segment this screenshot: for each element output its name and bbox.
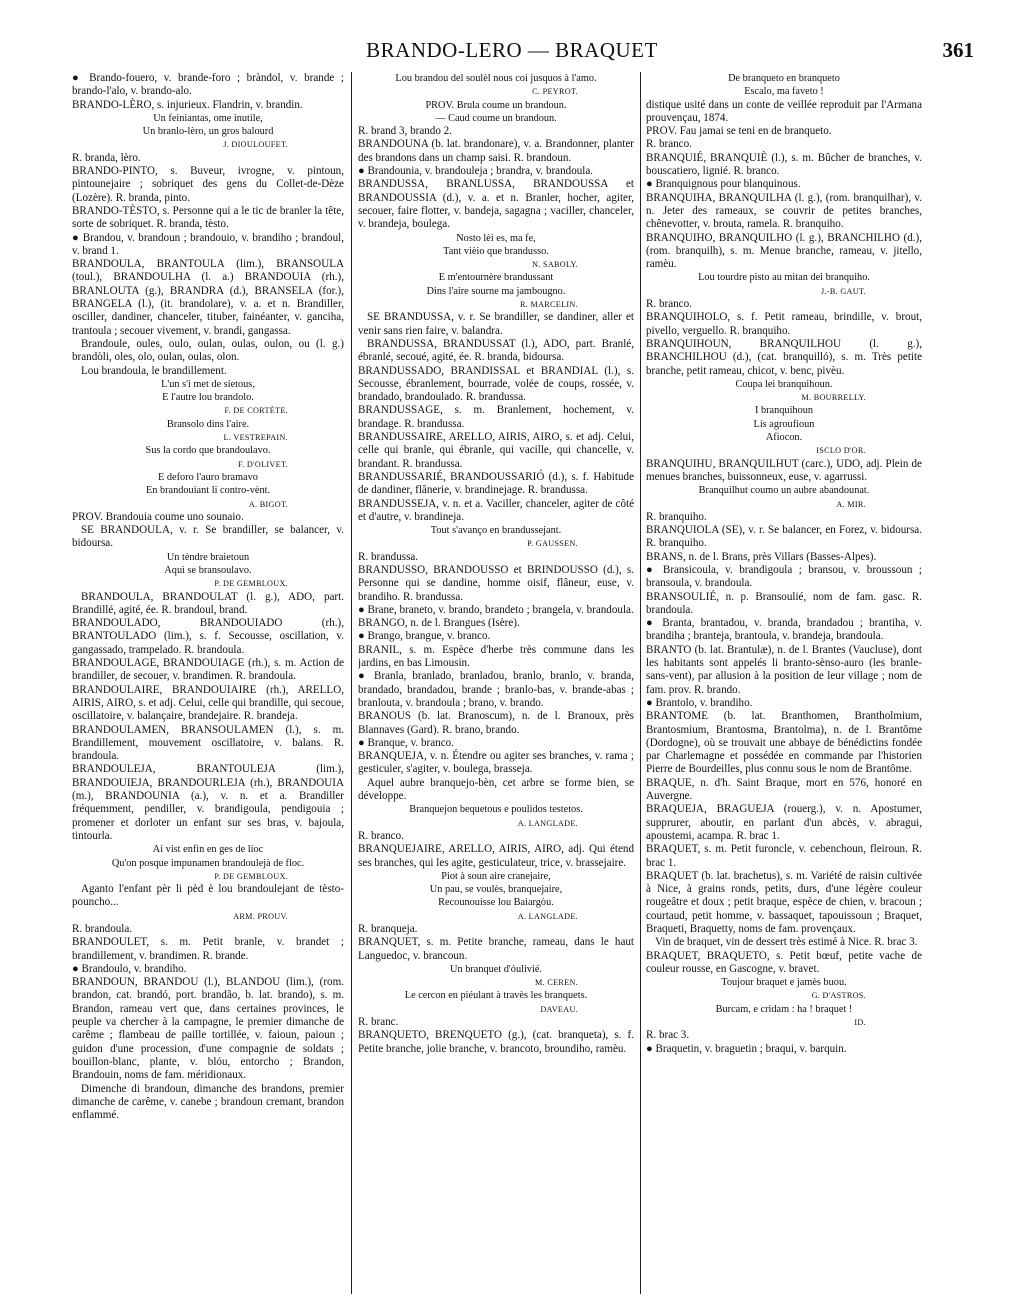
entry-paragraph: BRANDUSSO, BRANDOUSSO et BRINDOUSSO (d.), s. Personne qui se dandine, homme oisif, flâneur, euse, v. brandiho. R. brandussa. <box>358 563 634 603</box>
quotation-author: F. DE CORTÈTE. <box>224 406 288 416</box>
quotation-line: Un pau, se voulès, branquejaire, <box>429 884 563 896</box>
entry-paragraph: BRANDOULEJA, BRANTOULEJA (lim.), BRANDOUIEJA, BRANDOURLEJA (rh.), BRANDOUIA (m.), BRANDOUNIA (a.), v. n. et a. Brandiller fréquemment, pendiller, v. brandigoula, pendigouia ; promener et dorloter un enfant sur ses bras, v. bajoula, tintourla. <box>72 763 344 842</box>
quotation-line: Piot à soun aire cranejaire, <box>441 870 551 882</box>
quotation-author: J.-B. GAUT. <box>821 286 866 296</box>
entry-paragraph: R. branco. <box>646 298 692 311</box>
entry-paragraph: BRANQUETO, BRENQUETO (g.), (cat. branqueta), s. f. Petite branche, jolie branche, v. brancoto, broundiho, ramèu. <box>358 1029 634 1055</box>
quotation-line: Afiocon. <box>765 432 803 444</box>
entry-paragraph: BRAQUE, n. d'h. Saint Braque, mort en 576, honoré en Auvergne. <box>646 776 922 803</box>
entry-paragraph: distique usité dans un conte de veillée reproduit par l'Armana prouvençau, 1874. <box>646 98 922 124</box>
quotation-line: E deforo l'auro bramavo <box>158 471 258 483</box>
quotation-line: Tout s'avanço en brandussejant. <box>430 525 562 537</box>
indented-paragraph: SE BRANDUSSA, v. r. Se brandiller, se dandiner, aller et venir sans rien faire, v. balandra. <box>358 311 634 337</box>
quotation-author: A. LANGLADE. <box>517 911 578 921</box>
entry-paragraph: BRANSOULIÉ, n. p. Bransoulié, nom de fam. gasc. R. brandoula. <box>646 590 922 616</box>
entry-paragraph: BRANDUSSAGE, s. m. Branlement, hochement, v. brandage. R. brandussa. <box>358 404 634 430</box>
entry-paragraph: R. branquiho. <box>646 510 707 523</box>
quotation-author: A. MIR. <box>836 499 866 509</box>
running-head: BRANDO-LERO — BRAQUET <box>366 38 658 62</box>
entry-paragraph: ● Branque, v. branco. <box>358 736 454 749</box>
entry-paragraph: ● Brando-fouero, v. brande-foro ; bràndol, v. brande ; brando-l'alo, v. brando-alo. <box>72 72 344 98</box>
quotation-line: Aquì se bransoulavo. <box>164 564 252 576</box>
quotation-author: A. BIGOT. <box>248 499 288 509</box>
quotation-author: F. D'OLIVET. <box>238 459 288 469</box>
entry-paragraph: BRANQUEJA, v. n. Étendre ou agiter ses branches, v. rama ; gesticuler, s'agiter, v. boulega, brasseja. <box>358 750 634 776</box>
entry-paragraph: PROV. Fau jamai se teni en de branqueto. <box>646 125 832 138</box>
entry-paragraph: R. brandoula. <box>72 923 133 935</box>
entry-paragraph: BRANS, n. de l. Brans, près Villars (Basses-Alpes). <box>646 550 877 563</box>
quotation-author: ISCLO D'OR. <box>816 446 866 456</box>
entry-paragraph: BRANDOULET, s. m. Petit branle, v. brandet ; brandillement, v. brandimen. R. brande. <box>72 936 344 962</box>
entry-paragraph: BRAQUET, BRAQUETO, s. Petit bœuf, petite vache de couleur rousse, en Gascogne, v. bravet. <box>646 949 922 975</box>
entry-paragraph: R. branqueja. <box>358 923 418 935</box>
entry-paragraph: BRAQUET (b. lat. brachetus), s. m. Variété de raisin cultivée à Nice, à grains ronds, petits, durs, d'une légère couleur rougeâtre et doux ; petit braque, espèce de chien, v. bracoun ; courtaud, petit homme, v. bassaquet, tapouissoun ; Braquet, Braqueti, Braquetty, noms de fam. provençaux. <box>646 869 922 935</box>
quotation-line: — Caud coume un brandoun. <box>435 112 557 124</box>
indented-paragraph: BRANDUSSA, BRANDUSSAT (l.), ADO, part. Branlé, ébranlé, secoué, agité, ée. R. branda, bidoursa. <box>358 337 634 364</box>
entry-paragraph: BRANDO-LÈRO, s. injurieux. Flandrin, v. brandin. <box>72 98 303 111</box>
quotation-line: L'un s'i met de sietous, <box>161 378 255 390</box>
column-middle <box>358 72 634 1294</box>
entry-paragraph: BRANDOULAGE, BRANDOUIAGE (rh.), s. m. Action de brandiller, de secouer, v. brandimen. R. brandoula. <box>72 657 344 683</box>
entry-paragraph: BRANQUIHOLO, s. f. Petit rameau, brindille, v. brout, pivello, verguello. R. branquiho. <box>646 311 922 337</box>
quotation-line: Recounouisse lou Baiargòu. <box>438 897 554 909</box>
entry-paragraph: BRANDO-TÈSTO, s. Personne qui a le tic de branler la tête, sorte de sobriquet. R. branda, tèsto. <box>72 204 344 231</box>
entry-paragraph: BRANQUEJAIRE, ARELLO, AIRIS, AIRO, adj. Qui étend ses branches, qui les agite, gesticulateur, trice, v. brassejaire. <box>358 843 634 869</box>
quotation-author: ID. <box>854 1018 866 1028</box>
indented-paragraph: BRANDOULA, BRANDOULAT (l. g.), ADO, part. Brandillé, agité, ée. R. brandoul, brand. <box>72 590 344 616</box>
entry-paragraph: BRANQUIÉ, BRANQUIÈ (l.), s. m. Bûcher de branches, v. bouscatiero, lignié. R. branco. <box>646 151 922 178</box>
quotation-line: Bransolo dins l'aire. <box>166 418 250 430</box>
quotation-line: E l'autre lou brandolo. <box>162 392 254 404</box>
entry-paragraph: BRAQUEJA, BRAGUEJA (rouerg.), v. n. Apostumer, supprurer, aboutir, en parlant d'un abcès, v. abragui, apoustemi, acampa. R. brac 1. <box>646 803 922 842</box>
entry-paragraph: R. brac 3. <box>646 1029 690 1042</box>
quotation-author: M. CEREN. <box>535 978 578 988</box>
entry-paragraph: BRANTOME (b. lat. Branthomen, Brantholmium, Brantosmium, Brantosma, Brantolma), n. de l. Brantôme (Dordogne), où se trouvait une abbaye de bénédictins fondée par Charlemagne et possédée en commande par l'historien Pierre de Bourdeilles, plus connu sous le nom de Brantôme. <box>646 710 922 776</box>
entry-paragraph: BRANQUIHA, BRANQUILHA (l. g.), (rom. branquilhar), v. n. Jeter des rameaux, se couvrir de petites branches, chênevotter, v. brouta, ramela. R. branquiho. <box>646 191 922 231</box>
entry-paragraph: BRANQUIHOUN, BRANQUILHOU (l. g.), BRANCHILHOU (d.), (cat. branquilló), s. m. Très petite branche, petit rameau, chicot, v. benc, pivèu. <box>646 337 922 377</box>
entry-paragraph: PROV. Brandouia coume uno sounaio. <box>72 510 244 523</box>
entry-paragraph: BRANQUIHU, BRANQUILHUT (carc.), UDO, adj. Plein de menues branches, buissonneux, euse, v. agarrussi. <box>646 457 922 483</box>
quotation-line: Lou tourdre pisto au mitan dei branquiho. <box>698 272 870 284</box>
entry-paragraph: R. branda, lèro. <box>72 151 141 164</box>
quotation-author: P. GAUSSEN. <box>527 539 578 549</box>
entry-paragraph: BRAQUET, s. m. Petit furoncle, v. cebenchoun, fleiroun. R. brac 1. <box>646 843 922 869</box>
quotation-line: Tant vièio que brandusso. <box>443 245 549 257</box>
quotation-author: ARM. PROUV. <box>233 911 288 921</box>
indented-paragraph: Aganto l'enfant pèr li pèd è lou brandoulejant de tèsto-pouncho... <box>72 883 344 909</box>
quotation-author: P. DE GEMBLOUX. <box>214 871 288 881</box>
entry-paragraph: ● Branta, brantadou, v. branda, brandadou ; brantiha, v. brandiha ; branteja, brantoula, v. brandeja, brandoula. <box>646 617 922 643</box>
quotation-line: Le cercon en piéulant à travès les branquets. <box>404 990 588 1002</box>
entry-paragraph: BRANGO, n. de l. Brangues (Isère). <box>358 617 520 630</box>
entry-paragraph: ● Branquignous pour blanquinous. <box>646 178 801 191</box>
quotation-line: Lou brandou del soulèl nous coi jusquos à l'amo. <box>395 73 597 84</box>
quotation-line: Un branlo-lèro, un gros balourd <box>142 126 274 138</box>
entry-paragraph: ● Brandoulo, v. brandiho. <box>72 962 187 975</box>
entry-paragraph: BRANDOULAMEN, BRANSOULAMEN (l.), s. m. Brandillement, mouvement oscillatoire, v. balans. R. brandoula. <box>72 723 344 763</box>
indented-paragraph: Lou brandoula, le brandillement. <box>81 364 227 377</box>
page-number: 361 <box>942 38 974 62</box>
quotation-author: A. LANGLADE. <box>517 818 578 828</box>
entry-paragraph: R. brandussa. <box>358 550 419 563</box>
quotation-line: PROV. Brula coume un brandoun. <box>425 99 567 111</box>
quotation-author: P. DE GEMBLOUX. <box>214 579 288 589</box>
quotation-line: Lis agroufioun <box>753 418 815 430</box>
quotation-line: Qu'on posque impunamen brandoulejà de floc. <box>111 857 305 869</box>
quotation-line: De branqueto en branqueto <box>728 73 840 84</box>
entry-paragraph: BRANOUS (b. lat. Branoscum), n. de l. Branoux, près Blannaves (Gard). R. brano, brando. <box>358 710 634 736</box>
indented-paragraph: Vin de braquet, vin de dessert très estimé à Nice. R. brac 3. <box>655 936 918 949</box>
quotation-line: Un branquet d'óulivié. <box>450 963 542 975</box>
quotation-author: N. SABOLY. <box>532 260 578 270</box>
quotation-line: Nosto lèi es, ma fe, <box>456 232 536 244</box>
entry-paragraph: BRANDOUN, BRANDOU (l.), BLANDOU (lim.), (rom. brandon, cat. brandó, port. brandão, b. lat. brando), s. m. Brandon, rameau vert que, dans certaines provinces, le peuple va chercher à la campagne, le premier dimanche de carême ; flambeau de paille tortillée, v. faioun, paioun ; guidon d'une procession, d'une compagnie de soldats ; bouillon-blanc, plante, v. blóu, entorcho ; Brandon, Brandouin, noms de fam. méridionaux. <box>72 976 344 1082</box>
quotation-line: Branquilhut coumo un aubre abandounat. <box>698 485 870 497</box>
quotation-line: Ai vist enfin en ges de lioc <box>152 844 264 856</box>
entry-paragraph: ● Brantolo, v. brandiho. <box>646 696 753 709</box>
quotation-line: Sus la cordo que brandoulavo. <box>145 445 271 457</box>
quotation-author: J. DIOULOUFET. <box>223 140 288 150</box>
entry-paragraph: BRANTO (b. lat. Brantulæ), n. de l. Brantes (Vaucluse), dont les habitants sont appelés li branto-sènso-auro (les branle-sans-vent), par allusion à la position de leur village ; nom de fam. prov. R. brando. <box>646 643 922 696</box>
column-rule <box>351 72 352 1294</box>
quotation-line: Escalo, ma faveto ! <box>744 86 824 98</box>
entry-paragraph: R. branc. <box>358 1016 399 1029</box>
quotation-line: En brandouiant li contro-vènt. <box>145 485 271 497</box>
entry-paragraph: BRANDOULADO, BRANDOUIADO (rh.), BRANTOULADO (lim.), s. f. Secousse, oscillation, v. gangassado, trampelado. R. brandoula. <box>72 617 344 656</box>
quotation-author: M. BOURRELLY. <box>801 393 866 403</box>
entry-paragraph: BRANIL, s. m. Espèce d'herbe très commune dans les jardins, en bas Limousin. <box>358 643 634 670</box>
quotation-line: Toujour braquet e jamès buou. <box>721 977 847 989</box>
entry-paragraph: ● Branla, branlado, branladou, branlo, branlo, v. branda, brandado, brandadou, brande ; branlo-bas, v. brande-abas ; branlouta, v. brandoula ; brano, v. brando. <box>358 670 634 709</box>
entry-paragraph: BRANDOULAIRE, BRANDOUIAIRE (rh.), ARELLO, AIRIS, AIRO, s. et adj. Celui, celle qui brandille, qui secoue, oscillatoire, v. balançaire, brandejaire. R. brandeja. <box>72 683 344 723</box>
column-left <box>72 72 344 1294</box>
quotation-line: Burcam, e cridam : ha ! braquet ! <box>715 1003 853 1015</box>
entry-paragraph: BRANDUSSARIÉ, BRANDOUSSARIÓ (d.), s. f. Habitude de dandiner, flânerie, v. brandinejage. R. brandussa. <box>358 470 634 497</box>
indented-paragraph: SE BRANDOULA, v. r. Se brandiller, se balancer, v. bidoursa. <box>72 524 344 550</box>
indented-paragraph: Dimenche di brandoun, dimanche des brandons, premier dimanche de carême, v. canebe ; brandoun cremant, brandon enflammé. <box>72 1082 344 1122</box>
quotation-author: DAVEAU. <box>540 1004 578 1014</box>
entry-paragraph: R. branco. <box>646 138 692 151</box>
quotation-author: R. MARCELIN. <box>520 300 578 310</box>
indented-paragraph: Aquel aubre branquejo-bèn, cet arbre se forme bien, se développe. <box>358 776 634 803</box>
quotation-author: L. VESTREPAIN. <box>223 433 288 443</box>
quotation-line: Un tèndre braietoun <box>166 551 250 563</box>
entry-paragraph: BRANQUIHO, BRANQUILHO (l. g.), BRANCHILHO (d.), (rom. branquilh), s. m. Menue branche, rameau, v. jitello, ramèu. <box>646 231 922 271</box>
entry-paragraph: ● Brane, braneto, v. brando, brandeto ; brangela, v. brandoula. <box>358 603 634 616</box>
quotation-author: G. D'ASTROS. <box>811 991 866 1001</box>
entry-paragraph: BRANDUSSAIRE, ARELLO, AIRIS, AIRO, s. et adj. Celui, celle qui branle, qui ébranle, qui vacille, qui chancelle, v. brandant. R. brandussa. <box>358 431 634 470</box>
entry-paragraph: BRANDOUNA (b. lat. brandonare), v. a. Brandonner, planter des brandons dans un champ saisi. R. brandoun. <box>358 138 634 164</box>
indented-paragraph: Brandoule, oules, oulo, oulan, oulas, oulon, ou (l. g.) brandòli, oles, olo, oulan, oulas, olon. <box>72 337 344 364</box>
quotation-line: E m'entournère brandussant <box>438 272 554 284</box>
column-right <box>646 72 922 1294</box>
entry-paragraph: R. brand 3, brando 2. <box>358 125 452 138</box>
quotation-line: Coupa lei branquihoun. <box>735 378 833 390</box>
entry-paragraph: R. branco. <box>358 829 404 842</box>
entry-paragraph: ● Brandou, v. brandoun ; brandouio, v. brandiho ; brandoul, v. brand 1. <box>72 231 344 257</box>
quotation-line: Branquejon bequetous e poulidos testetos. <box>409 804 583 816</box>
entry-paragraph: BRANDUSSA, BRANLUSSA, BRANDOUSSA et BRANDOUSSIA (d.), v. a. et n. Branler, hocher, agiter, secouer, faire flotter, v. bandeja, sagagna ; vaciller, chanceler, v. brandeja, boulega. <box>358 178 634 231</box>
quotation-line: I branquihoun <box>754 405 814 417</box>
entry-paragraph: BRANDOULA, BRANTOULA (lim.), BRANSOULA (toul.), BRANDOULHA (l. a.) BRANDOUIA (rh.), BRANLOUTA (g.), BRANDRA (d.), BRANSELA (for.), BRANGELA (l.), (it. brandolare), v. a. et n. Brandiller, osciller, dandiner, chanceler, tituber, fainéanter, v. ganciha, trantoula ; secouer vivement, v. brandi, gangassa. <box>72 258 344 337</box>
entry-paragraph: BRANDUSSEJA, v. n. et a. Vaciller, chanceler, agiter de côté et d'autre, v. brandineja. <box>358 497 634 523</box>
quotation-line: Dins l'aire sourne ma jambougno. <box>426 285 566 297</box>
entry-paragraph: BRANDUSSADO, BRANDISSAL et BRANDIAL (l.), s. Secousse, ébranlement, bourrade, volée de coups, rossée, v. brandado, brandoulado. R. brandussa. <box>358 364 634 404</box>
column-rule <box>640 72 641 1294</box>
entry-paragraph: ● Brango, brangue, v. branco. <box>358 630 491 643</box>
entry-paragraph: BRANQUIOLA (SE), v. r. Se balancer, en Forez, v. bidoursa. R. branquiho. <box>646 524 922 550</box>
entry-paragraph: BRANDO-PINTO, s. Buveur, ivrogne, v. pintoun, pintounejaire ; sobriquet des gens du Collet-de-Dèze (Lozère). R. branda, pinto. <box>72 165 344 204</box>
entry-paragraph: ● Braquetin, v. braguetin ; braqui, v. barquin. <box>646 1042 847 1055</box>
entry-paragraph: ● Brandounia, v. brandouleja ; brandra, v. brandoula. <box>358 165 594 178</box>
entry-paragraph: BRANQUET, s. m. Petite branche, rameau, dans le haut Languedoc, v. brancoun. <box>358 936 634 962</box>
quotation-author: C. PEYROT. <box>532 87 578 97</box>
entry-paragraph: ● Bransicoula, v. brandigoula ; bransou, v. broussoun ; bransoula, v. brandoula. <box>646 563 922 590</box>
quotation-line: Un feiniantas, ome inutile, <box>153 112 263 124</box>
